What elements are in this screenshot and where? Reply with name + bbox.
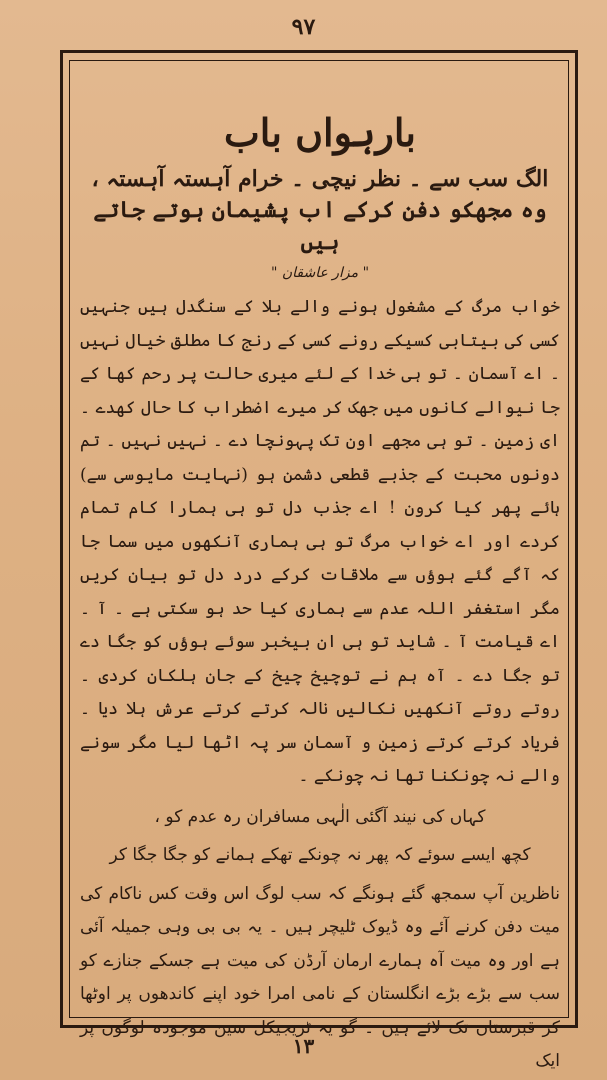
chapter-title: بارہواں باب (223, 110, 417, 155)
chapter-epigraph-line-2: وہ مجھکو دفن کرکے اب پشیمان ہوتے جاتے ہیں (93, 197, 547, 256)
verse-line-1: کہاں کی نیند آگئی الٰہی مسافران رہ عدم کو ، (154, 806, 486, 827)
body-paragraph-2: ناظرین آپ سمجھ گئے ہونگے کہ سب لوگ اس وقت کس ناکام کی میت دفن کرنے آئے وہ ڈیوک ٹلیچر ہیں ۔ یہ بی بی وہی جمیلہ آئی ہے اور وہ میت آہ ہمارے ارمان آرڈن کی میت ہے جسکے جنازے کو سب سے بڑے بڑے انگلستان کے نامی امرا خود اپنے کاندھوں پر اوٹھا کر قبرستان تک لائے ہیں ۔ گو یہ ٹریجیکل سین موجودہ لوگوں پر ایک (80, 883, 560, 1072)
body-paragraph-1: خواب مرگ کے مشغول ہونے والے بلا کے سنگدل ہیں جنہیں کسی کی بیتابی کسیکے رونے کسی کے رنج کا مطلق خیال نہیں ۔ اے آسمان ۔ تو ہی خدا کے لئے میری حالت پر رحم کھا کے جا نیوالے کانوں میں جھک کر میرے اضطراب کا حال کھدے ۔ ای زمین ۔ تو ہی مجھے اون تک پہونچا دے ۔ نہیں نہیں ۔ تم دونوں محبت کے جذبے قطعی دشمن ہو (نہایت مایوسی سے) ہائے پھر کیا کرون ! اے جذب دل تو ہی ہمارا کام تمام کردے اور اے خواب مرگ تو ہی ہماری آنکھوں میں سما جا کہ آگے گئے ہوؤں سے ملاقات کرکے درد دل تو بیان کریں مگر استغفر اللہ عدم سے ہماری کیا حد ہو سکتی ہے ۔ آ ۔ اے قیامت آ ۔ شاید تو ہی ان بیخبر سوئے ہوؤں کو جگا دے تو جگا دے ۔ آہ ہم نے توچیخ چیخ کے جان ہلکان کردی ۔ روتے روتے آنکھیں نکالیں نالہ کرتے کرتے عرش ہلا دیا ۔ فریاد کرتے کرتے زمین و آسمان سر پہ اٹھا لیا مگر سونے والے نہ چونکنا تھا نہ چونکے ۔ (80, 297, 560, 787)
page-number-top: ٩٧ (291, 14, 316, 40)
epigraph-source: " مزار عاشقان " (270, 265, 370, 282)
page-number-bottom: ١٣ (292, 1034, 315, 1058)
chapter-epigraph-line-1: الگ سب سے ۔ نظر نیچی ۔ خرام آہستہ آہستہ ، (91, 165, 549, 192)
verse-line-2: کچھ ایسے سوئے کہ پھر نہ چونکے تھکے ہمانے کو جگا جگا کر (109, 844, 531, 865)
